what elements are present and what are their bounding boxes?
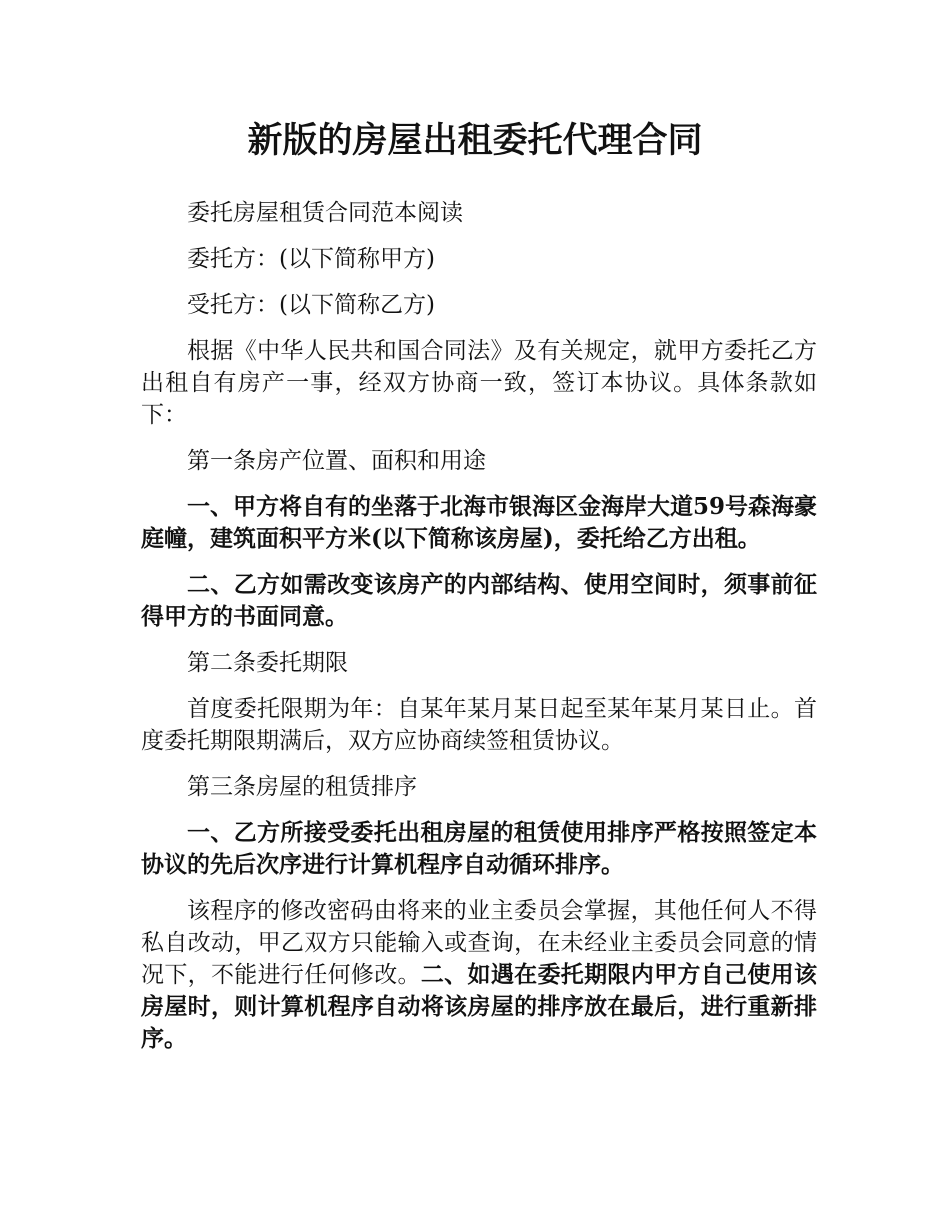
document-title: 新版的房屋出租委托代理合同 [247,120,703,161]
article-3-clause-1: 一、乙方所接受委托出租房屋的租赁使用排序严格按照签定本协议的先后次序进行计算机程序自动循环排序。 [141,819,817,878]
article-1-heading: 第一条房产位置、面积和用途 [187,448,486,474]
article-3-body [141,895,817,1055]
paragraph-party-a: 委托方：(以下简称甲方) [187,246,435,272]
article-3-clause-2: 二、如遇在委托期限内甲方自己使用该房屋时，则计算机程序自动将该房屋的排序放在最后，进行重新排序。 [141,961,818,1052]
article-3-heading: 第三条房屋的租赁排序 [187,774,417,800]
paragraph-party-b: 受托方：(以下简称乙方) [187,292,435,318]
article-1-clause-1: 一、甲方将自有的坐落于北海市银海区金海岸大道59号森海豪庭幢，建筑面积平方米(以下简称该房屋)，委托给乙方出租。 [141,493,818,552]
article-1-clause-2: 二、乙方如需改变该房产的内部结构、使用空间时，须事前征得甲方的书面同意。 [141,571,817,630]
article-2-heading: 第二条委托期限 [187,650,348,676]
paragraph-intro: 委托房屋租赁合同范本阅读 [187,200,463,226]
paragraph-preamble: 根据《中华人民共和国合同法》及有关规定，就甲方委托乙方出租自有房产一事，经双方协商一致，签订本协议。具体条款如下： [141,338,817,428]
article-2-body: 首度委托限期为年：自某年某月某日起至某年某月某日止。首度委托期限期满后，双方应协商续签租赁协议。 [141,696,817,754]
article-3-body-text: 该程序的修改密码由将来的业主委员会掌握，其他任何人不得私自改动，甲乙双方只能输入或查询，在未经业主委员会同意的情况下，不能进行任何修改。 [141,898,817,988]
document-body [141,197,817,1069]
